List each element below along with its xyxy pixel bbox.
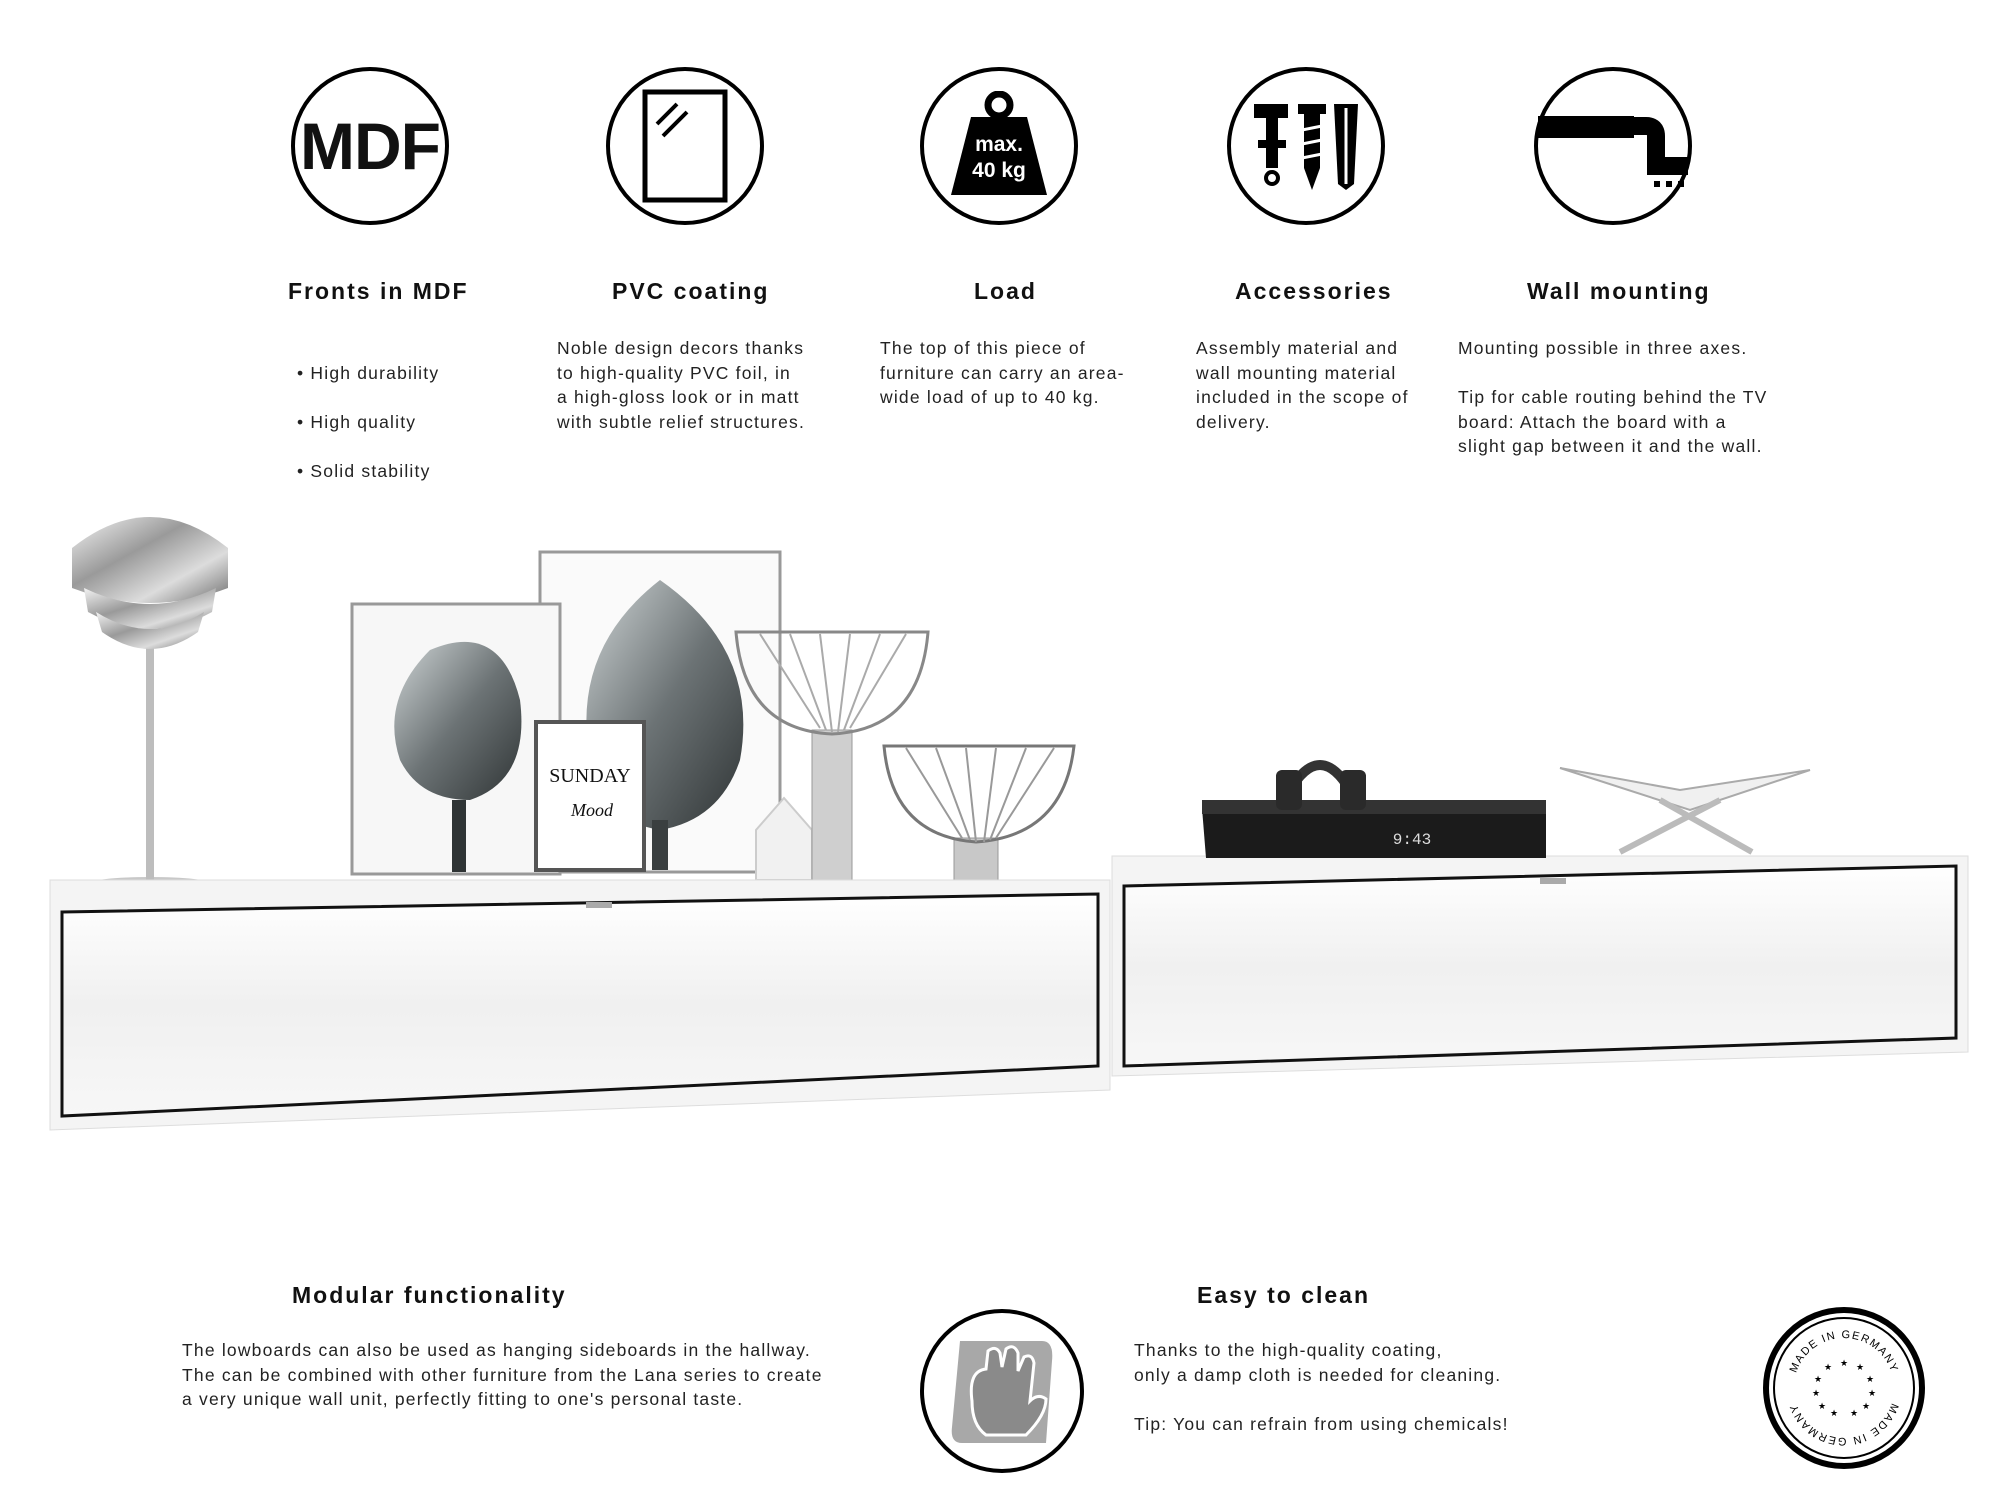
feature-bullets bbox=[297, 336, 439, 508]
feature-title: Accessories bbox=[1235, 278, 1393, 304]
weight-label-2: 40 kg bbox=[972, 159, 1026, 182]
weight-label-1: max. bbox=[975, 133, 1023, 156]
drawer-handle bbox=[586, 902, 612, 908]
glass-panel-icon bbox=[606, 67, 764, 225]
picture-frame-medium bbox=[352, 604, 560, 874]
wire-bowl-low bbox=[884, 746, 1074, 880]
feature-description: Assembly material and wall mounting material included in the scope of delivery. bbox=[1196, 338, 1409, 432]
bullet-item: • High quality bbox=[297, 410, 439, 435]
feature-title: Load bbox=[974, 278, 1037, 304]
feature-title: PVC coating bbox=[612, 278, 770, 304]
svg-text:★: ★ bbox=[1823, 1363, 1833, 1373]
frame-text-sunday: SUNDAY bbox=[549, 765, 631, 787]
wall-bracket-icon bbox=[1534, 67, 1692, 225]
feature-description: The top of this piece of furniture can carry an area- wide load of up to 40 kg. bbox=[880, 338, 1125, 407]
svg-text:★: ★ bbox=[1839, 1359, 1849, 1369]
section-description: The lowboards can also be used as hanging sideboards in the hallway. The can be combined with other furniture from the Lana series to create a very unique wall unit, perfectly fitting to one's personal taste. bbox=[182, 1340, 823, 1409]
svg-text:★: ★ bbox=[1829, 1409, 1839, 1419]
made-in-germany-seal-icon bbox=[1762, 1306, 1926, 1470]
svg-text:★: ★ bbox=[1861, 1402, 1871, 1412]
svg-text:★: ★ bbox=[1813, 1375, 1823, 1385]
sunday-mood-frame bbox=[536, 722, 644, 870]
feature-title: Wall mounting bbox=[1527, 278, 1711, 304]
svg-text:★: ★ bbox=[1855, 1363, 1865, 1373]
section-title: Easy to clean bbox=[1197, 1282, 1371, 1308]
svg-text:★: ★ bbox=[1865, 1375, 1875, 1385]
lowboard-product-image bbox=[0, 500, 2000, 1140]
dvd-player bbox=[1202, 800, 1546, 858]
lowboard-left bbox=[50, 880, 1110, 1130]
weight-icon bbox=[920, 67, 1078, 225]
table-lamp bbox=[72, 517, 228, 891]
svg-text:★: ★ bbox=[1811, 1389, 1821, 1399]
cleaning-hand-icon bbox=[920, 1309, 1084, 1473]
svg-text:★: ★ bbox=[1867, 1389, 1877, 1399]
mdf-icon: MDF bbox=[291, 67, 449, 225]
display-time: 9:43 bbox=[1392, 831, 1432, 849]
bullet-item: • High durability bbox=[297, 361, 439, 386]
lowboard-right bbox=[1112, 856, 1968, 1076]
book-stand bbox=[1560, 768, 1810, 852]
bullet-item: • Solid stability bbox=[297, 459, 439, 484]
hardware-icon bbox=[1227, 67, 1385, 225]
feature-description: Mounting possible in three axes. Tip for cable routing behind the TV board: Attach the board with a slight gap between it and the wall. bbox=[1458, 338, 1768, 456]
section-title: Modular functionality bbox=[292, 1282, 567, 1308]
section-description: Thanks to the high-quality coating, only a damp cloth is needed for cleaning. Tip: You can refrain from using chemicals! bbox=[1134, 1340, 1509, 1434]
frame-text-mood: Mood bbox=[571, 800, 613, 820]
seal-text-top: MADE IN GERMANY bbox=[1787, 1328, 1901, 1375]
feature-title: Fronts in MDF bbox=[288, 278, 469, 304]
drawer-handle bbox=[1540, 878, 1566, 884]
svg-text:★: ★ bbox=[1849, 1409, 1859, 1419]
seal-text-bottom: MADE IN GERMANY bbox=[1787, 1401, 1901, 1448]
feature-description: Noble design decors thanks to high-quality PVC foil, in a high-gloss look or in matt with subtle relief structures. bbox=[557, 338, 806, 432]
svg-text:★: ★ bbox=[1817, 1402, 1827, 1412]
